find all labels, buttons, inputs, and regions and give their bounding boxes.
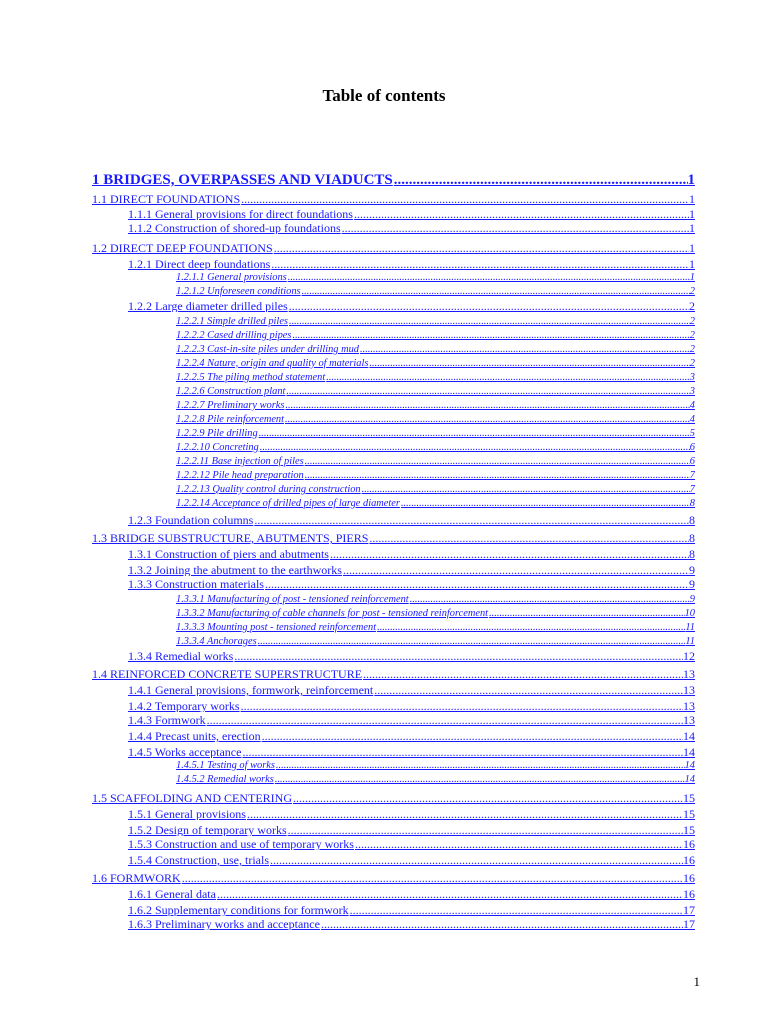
toc-entry-page: 3 — [689, 385, 695, 397]
toc-entry-title: 1.5.1 General provisions — [128, 807, 246, 820]
toc-leader-dots — [376, 623, 685, 633]
toc-entry[interactable] — [128, 206, 695, 220]
toc-entry[interactable] — [176, 634, 695, 647]
toc-entry[interactable] — [128, 220, 695, 234]
toc-entry[interactable] — [128, 806, 695, 820]
toc-entry-page: 6 — [689, 441, 695, 453]
toc-entry-page: 2 — [689, 329, 695, 341]
toc-entry[interactable] — [128, 546, 695, 560]
toc-entry-title: 1.4.5.2 Remedial works — [176, 773, 274, 785]
toc-entry-title: 1.5 SCAFFOLDING AND CENTERING — [92, 791, 293, 804]
toc-leader-dots — [270, 258, 689, 270]
toc-entry[interactable] — [128, 256, 695, 270]
toc-entry-title: 1.4.1 General provisions, formwork, reinforcement — [128, 683, 374, 696]
toc-entry-title: 1 BRIDGES, OVERPASSES AND VIADUCTS — [92, 172, 393, 188]
toc-entry[interactable] — [128, 712, 695, 726]
toc-entry[interactable] — [92, 191, 695, 205]
toc-leader-dots — [368, 532, 689, 544]
toc-entry-page: 8 — [689, 547, 695, 560]
toc-leader-dots — [253, 514, 689, 526]
toc-entry-title: 1.2.2.9 Pile drilling — [176, 427, 258, 439]
toc-leader-dots — [287, 273, 690, 283]
toc-entry[interactable] — [128, 512, 695, 526]
toc-entry[interactable] — [128, 852, 695, 866]
toc-entry-page: 2 — [689, 343, 695, 355]
toc-entry-page: 9 — [689, 563, 695, 576]
toc-entry-page: 2 — [689, 357, 695, 369]
toc-leader-dots — [362, 668, 683, 680]
toc-entry-title: 1.3.3.2 Manufacturing of cable channels for post - tensioned reinforcement — [176, 607, 489, 619]
toc-entry-title: 1.2.2.2 Cased drilling pipes — [176, 329, 292, 341]
toc-entry-page: 7 — [689, 483, 695, 495]
toc-entry-page: 14 — [684, 759, 695, 771]
toc-entry-page: 2 — [689, 315, 695, 327]
toc-leader-dots — [291, 331, 689, 341]
toc-leader-dots — [329, 548, 689, 560]
toc-leader-dots — [488, 609, 685, 619]
toc-entry-title: 1.2.1 Direct deep foundations — [128, 257, 271, 270]
toc-entry-title: 1.5.2 Design of temporary works — [128, 823, 287, 836]
toc-entry-page: 4 — [689, 413, 695, 425]
toc-leader-dots — [341, 222, 689, 234]
toc-entry-page: 2 — [689, 299, 695, 312]
toc-entry-title: 1.2.1.2 Unforeseen conditions — [176, 285, 301, 297]
toc-leader-dots — [257, 637, 686, 647]
toc-leader-dots — [288, 317, 690, 327]
toc-entry-title: 1.4.3 Formwork — [128, 713, 206, 726]
toc-entry[interactable] — [128, 728, 695, 742]
toc-entry[interactable] — [176, 758, 695, 771]
toc-entry-page: 15 — [683, 807, 695, 820]
toc-entry[interactable] — [176, 314, 695, 327]
toc-entry-title: 1.2.2.11 Base injection of piles — [176, 455, 304, 467]
toc-entry-title: 1.3.3 Construction materials — [128, 577, 264, 590]
toc-leader-dots — [304, 471, 690, 481]
toc-entry[interactable] — [176, 398, 695, 411]
toc-leader-dots — [359, 345, 690, 355]
toc-entry[interactable] — [128, 562, 695, 576]
toc-entry-title: 1.3.4 Remedial works — [128, 649, 234, 662]
toc-entry-page: 15 — [683, 823, 695, 836]
toc-leader-dots — [273, 242, 689, 254]
toc-entry-page: 14 — [683, 745, 695, 758]
toc-entry[interactable] — [128, 298, 695, 312]
toc-entry-title: 1.6.3 Preliminary works and acceptance — [128, 917, 320, 930]
toc-leader-dots — [240, 700, 683, 712]
toc-entry-page: 1 — [689, 192, 695, 205]
toc-leader-dots — [240, 193, 689, 205]
toc-leader-dots — [258, 429, 690, 439]
toc-entry[interactable] — [92, 170, 695, 188]
toc-leader-dots — [246, 808, 683, 820]
toc-entry-page: 8 — [689, 497, 695, 509]
toc-entry[interactable] — [176, 412, 695, 425]
toc-entry-page: 3 — [689, 371, 695, 383]
toc-entry[interactable] — [176, 284, 695, 297]
toc-entry-page: 12 — [683, 649, 695, 662]
toc-entry-page: 16 — [683, 871, 695, 884]
toc-entry-title: 1.4.5.1 Testing of works — [176, 759, 275, 771]
toc-entry-title: 1.4 REINFORCED CONCRETE SUPERSTRUCTURE — [92, 667, 363, 680]
toc-entry-page: 4 — [689, 399, 695, 411]
toc-entry-title: 1.6.2 Supplementary conditions for formwork — [128, 903, 349, 916]
toc-entry-title: 1.3.3.4 Anchorages — [176, 635, 257, 647]
toc-leader-dots — [206, 714, 683, 726]
toc-leader-dots — [241, 746, 683, 758]
toc-entry-title: 1.1 DIRECT FOUNDATIONS — [92, 192, 241, 205]
toc-entry-page: 2 — [689, 285, 695, 297]
toc-leader-dots — [342, 564, 689, 576]
toc-entry[interactable] — [128, 836, 695, 850]
toc-entry-page: 1 — [689, 207, 695, 220]
toc-entry[interactable] — [128, 648, 695, 662]
toc-entry-title: 1.2.2.3 Cast-in-site piles under drilling mud — [176, 343, 359, 355]
toc-entry-title: 1.2.2.7 Preliminary works — [176, 399, 285, 411]
toc-entry[interactable] — [176, 620, 695, 633]
toc-entry-page: 15 — [683, 791, 695, 804]
toc-leader-dots — [287, 824, 683, 836]
toc-entry[interactable] — [176, 356, 695, 369]
toc-leader-dots — [284, 415, 690, 425]
toc-entry-page: 17 — [683, 903, 695, 916]
toc-entry-title: 1.5.4 Construction, use, trials — [128, 853, 269, 866]
toc-leader-dots — [301, 287, 690, 297]
toc-leader-dots — [373, 684, 683, 696]
toc-entry[interactable] — [176, 482, 695, 495]
toc-leader-dots — [275, 761, 685, 771]
toc-entry-page: 8 — [689, 531, 695, 544]
toc-entry-page: 1 — [689, 257, 695, 270]
toc-entry-title: 1.1.1 General provisions for direct foundations — [128, 207, 353, 220]
toc-entry-page: 13 — [683, 713, 695, 726]
toc-leader-dots — [354, 838, 683, 850]
toc-entry-page: 14 — [684, 773, 695, 785]
toc-entry[interactable] — [176, 370, 695, 383]
toc-entry[interactable] — [176, 606, 695, 619]
toc-entry[interactable] — [176, 426, 695, 439]
toc-leader-dots — [259, 443, 690, 453]
toc-entry-page: 1 — [687, 172, 695, 188]
toc-entry[interactable] — [92, 666, 695, 680]
toc-leader-dots — [233, 650, 683, 662]
toc-entry-page: 8 — [689, 513, 695, 526]
toc-entry-title: 1.5.3 Construction and use of temporary works — [128, 837, 354, 850]
toc-entry-title: 1.2.3 Foundation columns — [128, 513, 254, 526]
toc-entry-title: 1.2 DIRECT DEEP FOUNDATIONS — [92, 241, 273, 254]
toc-entry-page: 9 — [689, 577, 695, 590]
toc-entry-page: 9 — [689, 593, 695, 605]
toc-entry-title: 1.4.5 Works acceptance — [128, 745, 242, 758]
toc-entry[interactable] — [92, 790, 695, 804]
toc-entry-title: 1.2.2.12 Pile head preparation — [176, 469, 304, 481]
toc-leader-dots — [216, 888, 683, 900]
toc-entry-title: 1.6.1 General data — [128, 887, 216, 900]
toc-entry[interactable] — [128, 744, 695, 758]
toc-entry[interactable] — [128, 682, 695, 696]
toc-leader-dots — [269, 854, 683, 866]
toc-entry-title: 1.2.1.1 General provisions — [176, 271, 287, 283]
toc-entry[interactable] — [176, 270, 695, 283]
toc-entry-page: 13 — [683, 667, 695, 680]
page-title: Table of contents — [322, 86, 446, 105]
toc-entry[interactable] — [176, 468, 695, 481]
toc-entry-title: 1.2.2.5 The piling method statement — [176, 371, 326, 383]
toc-entry-title: 1.1.2 Construction of shored-up foundations — [128, 221, 341, 234]
toc-entry-title: 1.3.3.1 Manufacturing of post - tensioned reinforcement — [176, 593, 409, 605]
toc-leader-dots — [285, 387, 689, 397]
toc-leader-dots — [288, 300, 689, 312]
toc-entry[interactable] — [176, 592, 695, 605]
toc-leader-dots — [349, 904, 683, 916]
toc-entry-page: 5 — [689, 427, 695, 439]
toc-leader-dots — [320, 918, 683, 930]
toc-entry-title: 1.2.2.8 Pile reinforcement — [176, 413, 285, 425]
toc-entry[interactable] — [92, 530, 695, 544]
toc-entry-page: 6 — [689, 455, 695, 467]
toc-entry-title: 1.4.4 Precast units, erection — [128, 729, 261, 742]
toc-entry-title: 1.3 BRIDGE SUBSTRUCTURE, ABUTMENTS, PIERS — [92, 531, 369, 544]
toc-entry-page: 14 — [683, 729, 695, 742]
toc-entry[interactable] — [128, 886, 695, 900]
toc-leader-dots — [400, 499, 690, 509]
toc-entry-title: 1.2.2.14 Acceptance of drilled pipes of large diameter — [176, 497, 400, 509]
toc-entry-title: 1.2.2.13 Quality control during construction — [176, 483, 361, 495]
toc-entry-title: 1.3.3.3 Mounting post - tensioned reinforcement — [176, 621, 377, 633]
toc-leader-dots — [409, 595, 690, 605]
toc-entry-page: 11 — [685, 621, 695, 633]
toc-entry-title: 1.3.2 Joining the abutment to the earthworks — [128, 563, 342, 576]
toc-entry-page: 16 — [683, 853, 695, 866]
toc-entry[interactable] — [176, 440, 695, 453]
toc-entry[interactable] — [128, 698, 695, 712]
toc-leader-dots — [368, 359, 689, 369]
toc-leader-dots — [353, 208, 689, 220]
toc-entry-title: 1.2.2.10 Concreting — [176, 441, 259, 453]
toc-entry-title: 1.2.2 Large diameter drilled piles — [128, 299, 288, 312]
toc-entry[interactable] — [92, 870, 695, 884]
toc-entry-page: 16 — [683, 837, 695, 850]
toc-entry-title: 1.2.2.6 Construction plant — [176, 385, 286, 397]
toc-entry-page: 17 — [683, 917, 695, 930]
toc-entry-page: 7 — [689, 469, 695, 481]
toc-entry[interactable] — [92, 240, 695, 254]
toc-leader-dots — [361, 485, 690, 495]
toc-entry[interactable] — [176, 342, 695, 355]
toc-entry[interactable] — [128, 916, 695, 930]
toc-entry[interactable] — [128, 822, 695, 836]
toc-entry[interactable] — [128, 576, 695, 590]
toc-entry[interactable] — [176, 772, 695, 785]
toc-leader-dots — [284, 401, 689, 411]
toc-entry-page: 1 — [689, 241, 695, 254]
toc-leader-dots — [274, 775, 685, 785]
toc-entry[interactable] — [176, 384, 695, 397]
toc-entry-title: 1.4.2 Temporary works — [128, 699, 240, 712]
toc-entry-page: 1 — [689, 271, 695, 283]
toc-entry-page: 11 — [685, 635, 695, 647]
toc-entry-page: 10 — [684, 607, 695, 619]
toc-leader-dots — [264, 578, 689, 590]
toc-leader-dots — [393, 173, 688, 188]
toc-leader-dots — [292, 792, 683, 804]
toc-entry-page: 16 — [683, 887, 695, 900]
toc-entry-title: 1.2.2.4 Nature, origin and quality of materials — [176, 357, 369, 369]
toc-entry-title: 1.2.2.1 Simple drilled piles — [176, 315, 288, 327]
toc-entry[interactable] — [176, 496, 695, 509]
toc-entry[interactable] — [176, 328, 695, 341]
toc-leader-dots — [261, 730, 683, 742]
toc-entry-title: 1.3.1 Construction of piers and abutments — [128, 547, 329, 560]
toc-leader-dots — [325, 373, 690, 383]
toc-entry-title: 1.6 FORMWORK — [92, 871, 181, 884]
toc-leader-dots — [181, 872, 683, 884]
toc-entry-page: 13 — [683, 683, 695, 696]
page-number: 1 — [693, 974, 700, 989]
toc-entry[interactable] — [128, 902, 695, 916]
toc-entry[interactable] — [176, 454, 695, 467]
toc-entry-page: 13 — [683, 699, 695, 712]
toc-entry-page: 1 — [689, 221, 695, 234]
toc-leader-dots — [304, 457, 690, 467]
